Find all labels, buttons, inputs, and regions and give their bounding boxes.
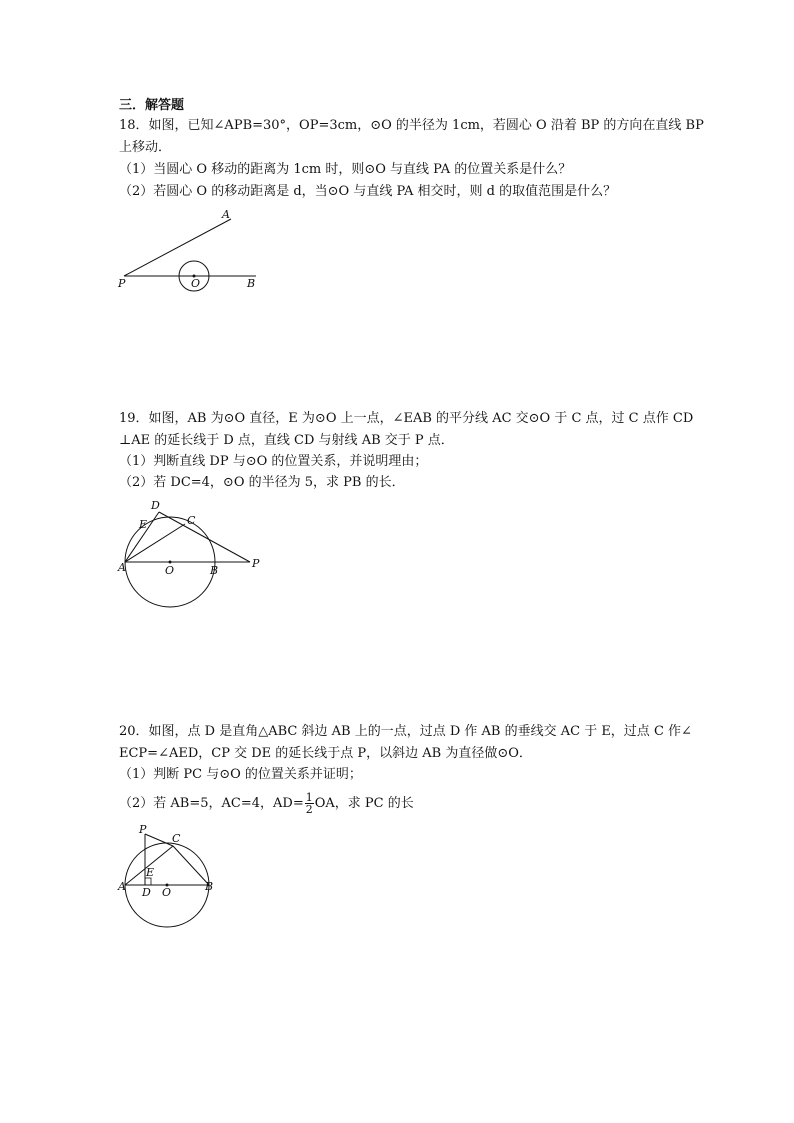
q20-fraction [305, 792, 314, 815]
q18-line-pa [124, 219, 231, 276]
q20-label-a: A [118, 880, 126, 893]
q20-part2-prefix: （2）若 AB=5，AC=4，AD= [119, 796, 304, 811]
q18-label-a: A [222, 208, 230, 221]
q20-label-b: B [205, 880, 214, 893]
q19-line1: 19．如图，AB 为⊙O 直径，E 为⊙O 上一点，∠EAB 的平分线 AC 交⊙O 于 C 点，过 C 点作 CD [119, 411, 694, 426]
q20-part2 [119, 792, 414, 815]
q20-part1: （1）判断 PC 与⊙O 的位置关系并证明； [119, 767, 362, 782]
q20-label-e: E [146, 866, 155, 879]
q20-line1: 20．如图，点 D 是直角△ABC 斜边 AB 上的一点，过点 D 作 AB 的垂线交 AC 于 E，过点 C 作∠ [119, 724, 692, 739]
q20-label-p: P [139, 823, 147, 836]
q20-line2: ECP=∠AED，CP 交 DE 的延长线于点 P，以斜边 AB 为直径做⊙O． [119, 746, 532, 761]
q18-line2: 上移动． [119, 140, 172, 155]
q19-part1: （1）判断直线 DP 与⊙O 的位置关系，并说明理由； [119, 454, 428, 469]
q19-label-b: B [210, 564, 219, 577]
q19-label-o: O [165, 564, 175, 577]
q19-figure [110, 495, 270, 615]
q18-label-o: O [191, 277, 201, 290]
q18-label-b: B [247, 277, 256, 290]
section-title: 三．解答题 [119, 98, 185, 113]
q18-part2: （2）若圆心 O 的移动距离是 d，当⊙O 与直线 PA 相交时，则 d 的取值范围是什么？ [119, 184, 617, 199]
q20-label-o: O [162, 886, 172, 899]
q20-fraction-numerator: 1 [305, 791, 313, 804]
q18-label-p: P [118, 277, 126, 290]
q18-part1: （1）当圆心 O 移动的距离为 1cm 时，则⊙O 与直线 PA 的位置关系是什么？ [119, 162, 572, 177]
q19-label-a: A [118, 561, 126, 574]
q19-label-p: P [252, 557, 260, 570]
q20-label-d: D [142, 886, 151, 899]
q20-figure [115, 822, 225, 927]
q18-figure [110, 200, 270, 300]
q20-right-angle-mark [145, 878, 151, 885]
q20-fraction-denominator: 2 [305, 803, 313, 816]
q20-label-c: C [172, 832, 181, 845]
q19-label-c: C [187, 514, 196, 527]
q19-line-ac [125, 524, 185, 562]
q19-line-dp [159, 512, 250, 562]
q19-line2: ⊥AE 的延长线于 D 点，直线 CD 与射线 AB 交于 P 点． [119, 433, 454, 448]
q18-line1: 18．如图，已知∠APB=30°，OP=3cm，⊙O 的半径为 1cm，若圆心 O 沿着 BP 的方向在直线 BP [119, 118, 704, 133]
q19-part2: （2）若 DC=4，⊙O 的半径为 5，求 PB 的长． [119, 475, 405, 490]
q19-label-e: E [139, 518, 148, 531]
q19-label-d: D [151, 499, 160, 512]
q20-line-cb [173, 846, 209, 885]
q20-part2-suffix: OA，求 PC 的长 [314, 796, 414, 811]
